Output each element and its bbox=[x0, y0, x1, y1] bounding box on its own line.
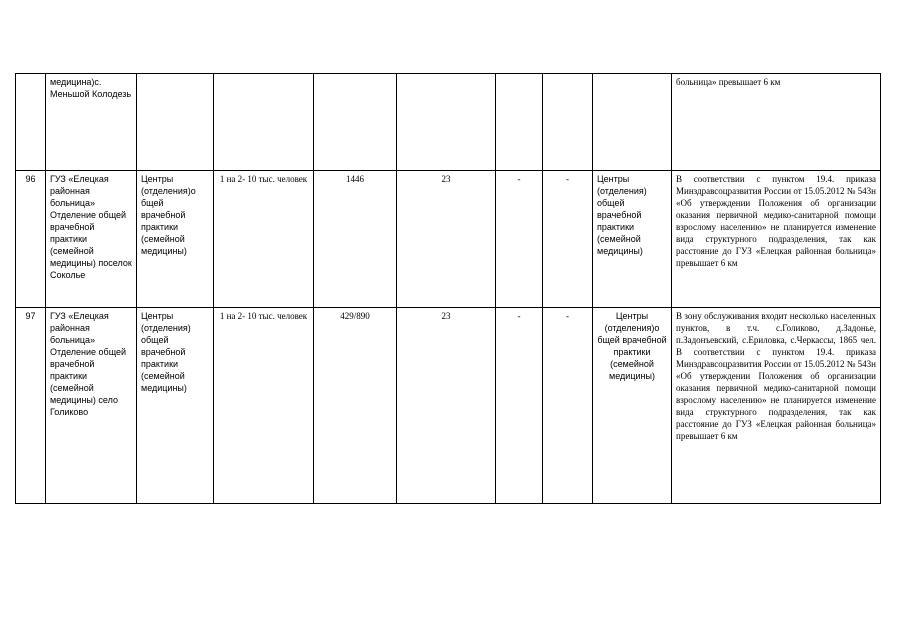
facility-name: ГУЗ «Елецкая районная больница» Отделение общей врачебной практики (семейной медицины) поселок Сокольe bbox=[46, 171, 137, 308]
col-8: - bbox=[543, 308, 593, 504]
table-row bbox=[16, 74, 881, 171]
facility-type bbox=[137, 74, 214, 171]
note: В соответствии с пунктом 19.4. приказа Минздравсоцразвития России от 15.05.2012 № 543н «Об утверждении Положения об организации оказания первичной медико-санитарной помощи взрослому населению» не планируется изменение вида структурного подразделения, так как расстояние до ГУЗ «Елецкая районная больница» превышает 6 км bbox=[672, 171, 881, 308]
col-8: - bbox=[543, 171, 593, 308]
col-8 bbox=[543, 74, 593, 171]
row-number: 97 bbox=[16, 308, 46, 504]
facilities-table bbox=[15, 73, 881, 504]
note: В зону обслуживания входит несколько населенных пунктов, в т.ч. с.Голиково, д.Задонье, п.Задонъевский, с.Ериловка, с.Черкассы, 1865 чел. В соответствии с пунктом 19.4. приказа Минздравсоцразвития России от 15.05.2012 № 543н «Об утверждении Положения об организации оказания первичной медико-санитарной помощи взрослому населению» не планируется изменение вида структурного подразделения, так как расстояние до ГУЗ «Елецкая районная больница» превышает 6 км bbox=[672, 308, 881, 504]
row-number: 96 bbox=[16, 171, 46, 308]
population: 429/890 bbox=[314, 308, 397, 504]
row-number bbox=[16, 74, 46, 171]
col-7: - bbox=[496, 171, 543, 308]
facility-name: ГУЗ «Елецкая районная больница» Отделение общей врачебной практики (семейной медицины) село Голиково bbox=[46, 308, 137, 504]
facility-type: Центры (отделения)о бщей врачебной практики (семейной медицины) bbox=[137, 171, 214, 308]
note: больница» превышает 6 км bbox=[672, 74, 881, 171]
distance: 23 bbox=[397, 308, 496, 504]
norm: 1 на 2- 10 тыс. человек bbox=[214, 171, 314, 308]
planned-type: Центры (отделения) общей врачебной практики (семейной медицины) bbox=[593, 171, 672, 308]
col-7: - bbox=[496, 308, 543, 504]
distance: 23 bbox=[397, 171, 496, 308]
planned-type: Центры (отделения)о бщей врачебной практики (семейной медицины) bbox=[593, 308, 672, 504]
planned-type bbox=[593, 74, 672, 171]
population bbox=[314, 74, 397, 171]
norm bbox=[214, 74, 314, 171]
facility-name: медицина)с. Меньшой Колодезь bbox=[46, 74, 137, 171]
table-row bbox=[16, 308, 881, 504]
table-row bbox=[16, 171, 881, 308]
distance bbox=[397, 74, 496, 171]
norm: 1 на 2- 10 тыс. человек bbox=[214, 308, 314, 504]
facility-type: Центры (отделения) общей врачебной практики (семейной медицины) bbox=[137, 308, 214, 504]
col-7 bbox=[496, 74, 543, 171]
population: 1446 bbox=[314, 171, 397, 308]
